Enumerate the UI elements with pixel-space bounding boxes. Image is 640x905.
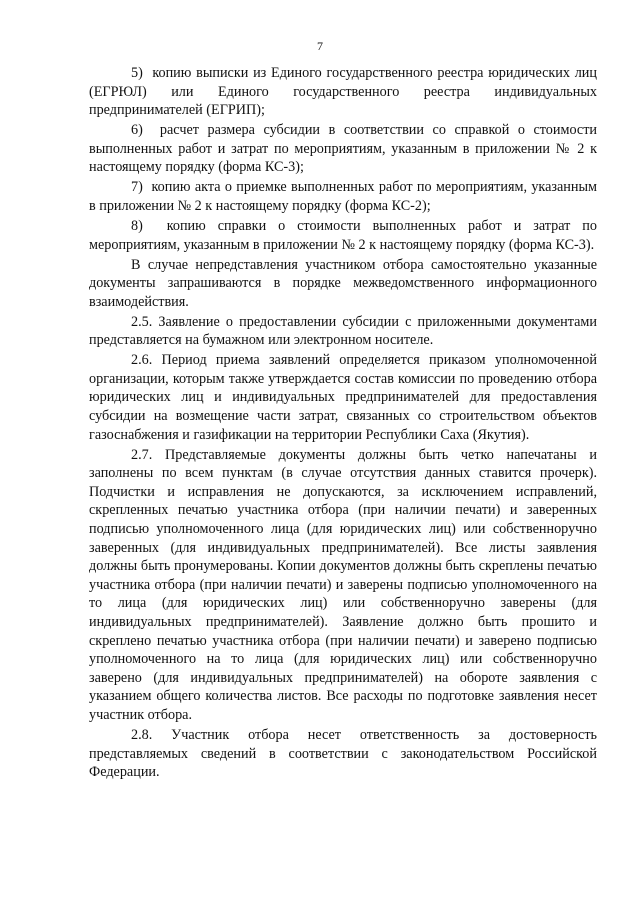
clause-2-5: 2.5. Заявление о предоставлении субсидии с приложенными документами представляется на бумажном или электронном носителе. — [89, 313, 597, 349]
page-number: 7 — [317, 39, 323, 53]
clause-2-6: 2.6. Период приема заявлений определяется приказом уполномоченной организации, которым также утверждается состав комиссии по проведению отбора юридических лиц и индивидуальных предпринимателей для предоставления субсидии на возмещение части затрат, связанных со строительством объектов газоснабжения и газификации на территории Республики Саха (Якутия). — [89, 352, 597, 443]
paragraph-nonsubmission: В случае непредставления участником отбора самостоятельно указанные документы запрашиваются в порядке межведомственного информационного взаимодействия. — [89, 256, 597, 310]
clause-2-8: 2.8. Участник отбора несет ответственность за достоверность представляемых сведений в соответствии с законодательством Российской Федерации. — [89, 726, 597, 781]
list-item-8: 8) копию справки о стоимости выполненных работ и затрат по мероприятиям, указанным в приложении № 2 к настоящему порядку (форма КС-3). — [89, 217, 597, 253]
document-body — [89, 64, 597, 783]
list-item-6: 6) расчет размера субсидии в соответствии со справкой о стоимости выполненных работ и затрат по мероприятиям, указанным в приложении № 2 к настоящему порядку (форма КС-3); — [89, 122, 597, 176]
list-item-7: 7) копию акта о приемке выполненных работ по мероприятиям, указанным в приложении № 2 к настоящему порядку (форма КС-2); — [89, 179, 597, 214]
list-item-5: 5) копию выписки из Единого государственного реестра юридических лиц (ЕГРЮЛ) или Единого государственного реестра индивидуальных предпринимателей (ЕГРИП); — [89, 65, 597, 119]
clause-2-7: 2.7. Представляемые документы должны быть четко напечатаны и заполнены по всем пунктам (в случае отсутствия данных ставится прочерк). Подчистки и исправления не допускаются, за исключением исправлений, скрепленных печатью участника отбора (при наличии печати) и заверенных подписью уполномоченного лица (для юридических лиц) или собственноручно заверенных (для индивидуальных предпринимателей). Все листы заявления должны быть пронумерованы. Копии документов должны быть скреплены печатью участника отбора (при наличии печати) и заверены подписью уполномоченного на то лица (для юридических лиц) или собственноручно заверены (для индивидуальных предпринимателей). Заявление должно быть прошито и скреплено печатью участника отбора (при наличии печати) и заверено подписью уполномоченного на то лица (для юридических лиц) или собственноручно заверено (для индивидуальных предпринимателей) на обороте заявления с указанием общего количества листов. Все расходы по подготовке заявления несет участник отбора. — [89, 446, 597, 723]
